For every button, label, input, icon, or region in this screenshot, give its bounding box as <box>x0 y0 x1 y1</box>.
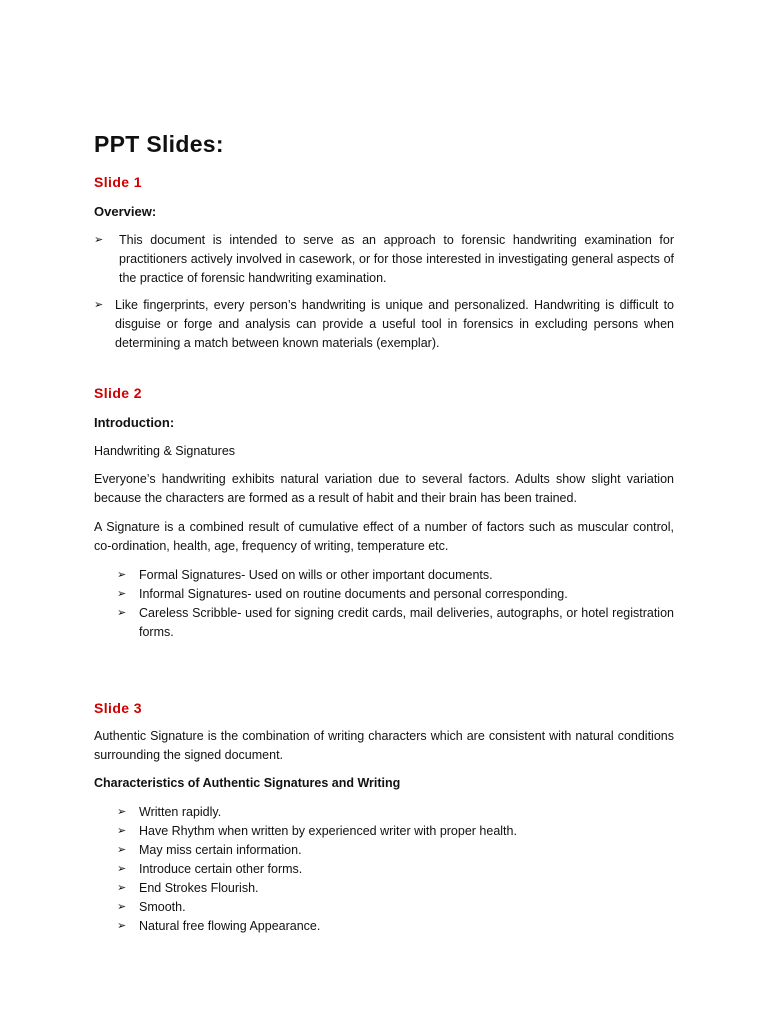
list-item <box>94 231 674 288</box>
slide-3-label: Slide 3 <box>94 700 142 716</box>
arrow-bullet-icon: ➢ <box>117 806 127 818</box>
slide-1-label: Slide 1 <box>94 174 142 190</box>
list-item <box>117 917 674 936</box>
arrow-bullet-icon: ➢ <box>94 299 104 311</box>
slide-3-bullet-list <box>117 803 674 936</box>
list-item-text: Have Rhythm when written by experienced writer with proper health. <box>139 824 517 838</box>
slide-2-paragraph-2: A Signature is a combined result of cumulative effect of a number of factors such as muscular control, co-ordination, health, age, frequency of writing, temperature etc. <box>94 520 674 553</box>
arrow-bullet-icon: ➢ <box>117 863 127 875</box>
list-item <box>117 566 674 585</box>
list-item-text: Smooth. <box>139 900 186 914</box>
list-item <box>117 585 674 604</box>
arrow-bullet-icon: ➢ <box>117 825 127 837</box>
list-item <box>117 898 674 917</box>
list-item <box>94 296 674 353</box>
list-item-text: May miss certain information. <box>139 843 302 857</box>
list-item <box>117 879 674 898</box>
arrow-bullet-icon: ➢ <box>117 607 127 619</box>
slide-3-paragraph-1: Authentic Signature is the combination of writing characters which are consistent with natural conditions surrounding the signed document. <box>94 729 674 762</box>
slide-3-subheading: Characteristics of Authentic Signatures and Writing <box>94 776 401 790</box>
slide-2-subheading: Handwriting & Signatures <box>94 444 236 458</box>
list-item <box>117 860 674 879</box>
list-item-text: Written rapidly. <box>139 805 222 819</box>
slide-2-heading: Introduction: <box>94 415 175 430</box>
list-item-text: Like fingerprints, every person’s handwriting is unique and personalized. Handwriting is difficult to disguise or forge and analysis can provide a useful tool in forensics in excluding persons when determining a match between known materials (exemplar). <box>115 298 674 350</box>
slide-1-heading: Overview: <box>94 204 157 219</box>
list-item-text: Careless Scribble- used for signing credit cards, mail deliveries, autographs, or hotel registration forms. <box>139 606 674 639</box>
list-item <box>117 803 674 822</box>
list-item-text: Natural free flowing Appearance. <box>139 919 321 933</box>
list-item-text: Formal Signatures- Used on wills or other important documents. <box>139 568 493 582</box>
arrow-bullet-icon: ➢ <box>117 920 127 932</box>
arrow-bullet-icon: ➢ <box>117 569 127 581</box>
list-item <box>117 822 674 841</box>
arrow-bullet-icon: ➢ <box>117 844 127 856</box>
arrow-bullet-icon: ➢ <box>117 882 127 894</box>
page-title: PPT Slides: <box>94 131 224 157</box>
slide-1-bullet-list <box>94 231 674 353</box>
list-item-text: This document is intended to serve as an approach to forensic handwriting examination for practitioners actively involved in casework, or for those interested in investigating general aspects of the practice of forensic handwriting examination. <box>119 233 674 285</box>
list-item-text: End Strokes Flourish. <box>139 881 259 895</box>
list-item <box>117 604 674 642</box>
slide-2-paragraph-1: Everyone’s handwriting exhibits natural variation due to several factors. Adults show slight variation because the characters are formed as a result of habit and their brain has been trained. <box>94 472 674 505</box>
arrow-bullet-icon: ➢ <box>94 234 104 246</box>
list-item-text: Introduce certain other forms. <box>139 862 303 876</box>
list-item-text: Informal Signatures- used on routine documents and personal corresponding. <box>139 587 568 601</box>
arrow-bullet-icon: ➢ <box>117 901 127 913</box>
list-item <box>117 841 674 860</box>
arrow-bullet-icon: ➢ <box>117 588 127 600</box>
slide-2-label: Slide 2 <box>94 385 142 401</box>
slide-2-bullet-list <box>117 566 674 642</box>
